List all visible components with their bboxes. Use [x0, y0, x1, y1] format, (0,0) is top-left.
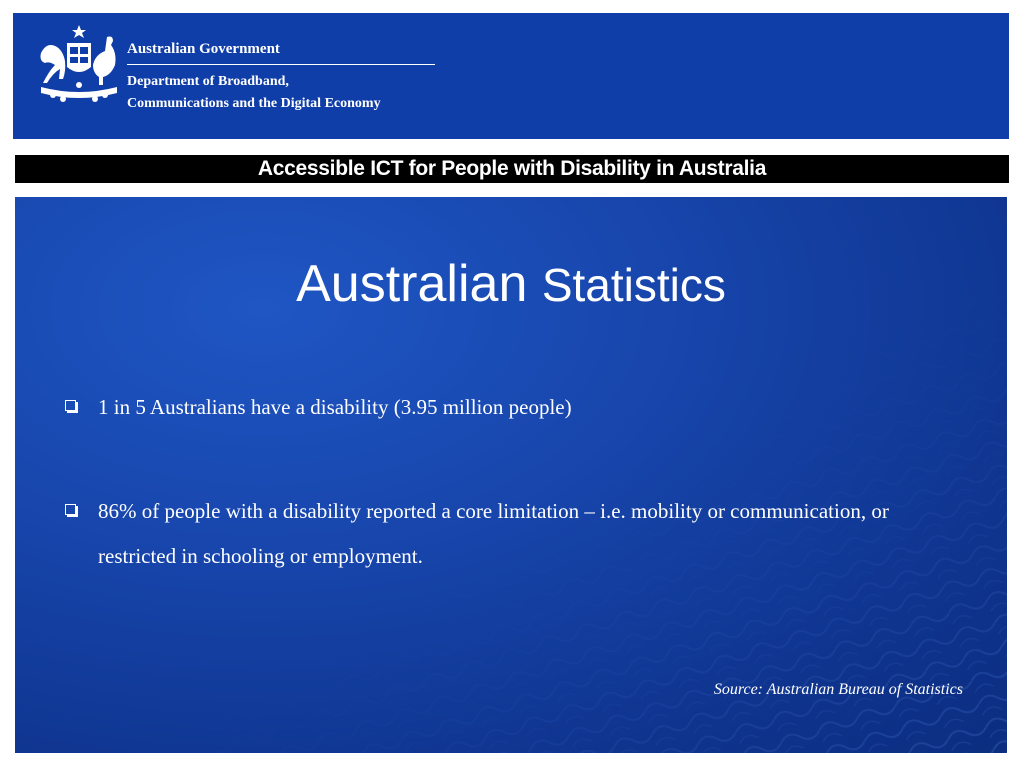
content-panel: [15, 197, 1007, 753]
government-name: Australian Government: [127, 41, 280, 57]
checkbox-bullet-icon: [65, 504, 76, 515]
source-citation: Source: Australian Bureau of Statistics: [713, 681, 963, 698]
bullet-text-2: 86% of people with a disability reported a core limitation – i.e. mobility or communication, or restricted in schooling or employment.: [98, 499, 889, 568]
department-name-line-2: Communications and the Digital Economy: [127, 96, 381, 111]
department-name-line-1: Department of Broadband,: [127, 74, 289, 89]
presentation-title: Accessible ICT for People with Disability in Australia: [15, 155, 1009, 183]
slide-title-part-1: Australian: [296, 255, 528, 313]
department-name: [127, 71, 381, 115]
bullet-item-1: [65, 385, 958, 430]
slide-title-part-2: Statistics: [541, 259, 726, 311]
bullet-text-1: 1 in 5 Australians have a disability (3.95 million people): [98, 395, 572, 419]
bullet-item-2: [65, 489, 958, 579]
checkbox-bullet-icon: [65, 400, 76, 411]
header-banner: [13, 13, 1009, 139]
slide-title: [15, 251, 1007, 318]
coat-of-arms-icon: [33, 23, 125, 107]
divider: [127, 64, 435, 65]
